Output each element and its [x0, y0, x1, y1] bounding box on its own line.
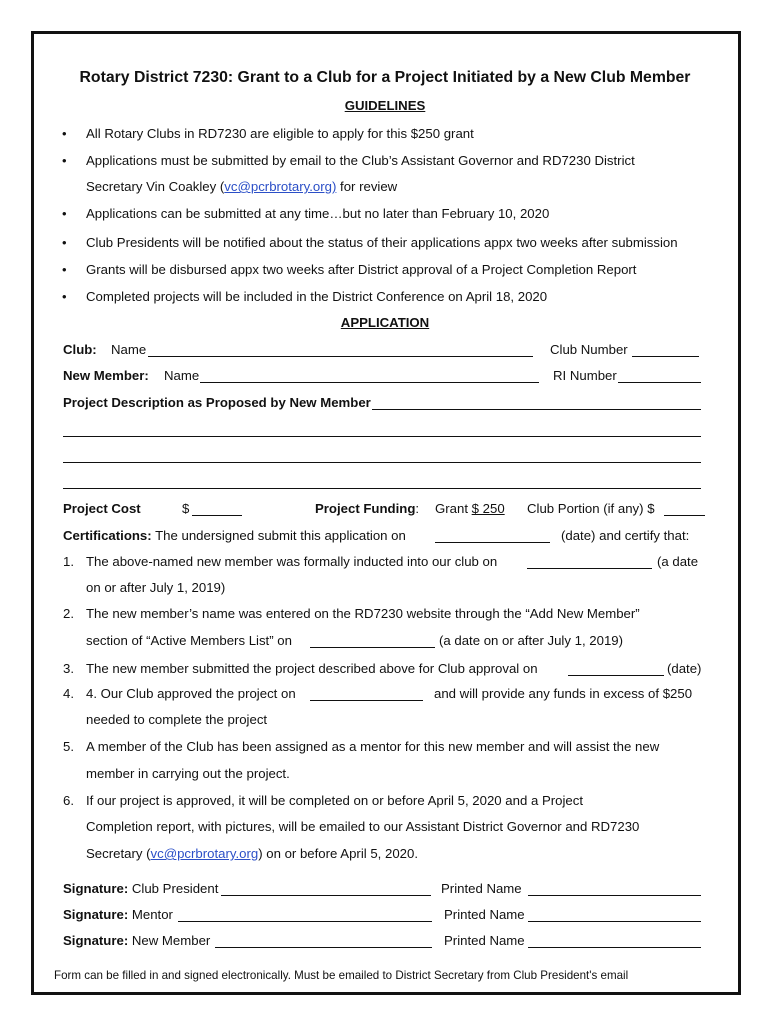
cert-website-end: (a date on or after July 1, 2019)	[439, 633, 624, 648]
cert-number: 6.	[63, 793, 74, 808]
guideline-eligibility: All Rotary Clubs in RD7230 are eligible to apply for this $250 grant	[86, 126, 474, 141]
certifications-text: The undersigned submit this application on	[155, 528, 406, 543]
cert-website: The new member’s name was entered on the RD7230 website through the “Add New Member”	[86, 606, 640, 621]
cert-number: 2.	[63, 606, 74, 621]
mentor-printed-name-field[interactable]	[528, 921, 701, 922]
signature-president-label	[63, 881, 218, 897]
cert-inducted-end: (a date	[657, 554, 699, 569]
club-name-field[interactable]	[148, 356, 533, 357]
project-description-line[interactable]	[63, 436, 701, 437]
project-description-field[interactable]	[372, 409, 701, 410]
application-date-field[interactable]	[435, 542, 550, 543]
new-member-printed-name-field[interactable]	[528, 947, 701, 948]
bullet-icon: •	[62, 235, 67, 250]
club-number-label: Club Number	[550, 342, 628, 357]
grant-value: $ 250	[471, 501, 505, 516]
printed-name-label: Printed Name	[444, 933, 525, 948]
new-member-label: New Member:	[63, 368, 149, 383]
bullet-icon: •	[62, 153, 67, 168]
cert-number: 5.	[63, 739, 74, 754]
funding-colon: :	[415, 501, 420, 516]
member-name-label: Name	[164, 368, 200, 383]
project-description-line[interactable]	[63, 462, 701, 463]
cert-inducted-line2: on or after July 1, 2019)	[86, 580, 226, 595]
ri-number-field[interactable]	[618, 382, 701, 383]
new-member-signature-field[interactable]	[215, 947, 432, 948]
printed-name-label: Printed Name	[441, 881, 522, 896]
guideline-submission: Applications must be submitted by email to the Club’s Assistant Governor and RD7230 District	[86, 153, 635, 168]
club-portion-label: Club Portion (if any) $	[527, 501, 655, 516]
cert-approved-end: and will provide any funds in excess of $250	[434, 686, 693, 701]
induction-date-field[interactable]	[527, 568, 652, 569]
signature-new-member-label	[63, 933, 210, 949]
ri-number-label: RI Number	[553, 368, 617, 383]
signature-role: Mentor	[131, 907, 173, 922]
club-portion-field[interactable]	[664, 515, 705, 516]
cert-number: 3.	[63, 661, 74, 676]
form-footer-note: Form can be filled in and signed electronically. Must be emailed to District Secretary from Club President's email	[54, 969, 629, 982]
cert-mentor-line2: member in carrying out the project.	[86, 766, 290, 781]
signature-label: Signature:	[63, 933, 129, 948]
guideline-deadline: Applications can be submitted at any time…but no later than February 10, 2020	[86, 206, 550, 221]
club-number-field[interactable]	[632, 356, 699, 357]
bullet-icon: •	[62, 126, 67, 141]
project-description-line[interactable]	[63, 488, 701, 489]
guideline-conference: Completed projects will be included in the District Conference on April 18, 2020	[86, 289, 548, 304]
form-title: Rotary District 7230: Grant to a Club for a Project Initiated by a New Club Member	[79, 69, 691, 86]
project-description-label: Project Description as Proposed by New Member	[63, 395, 371, 410]
approved-date-field[interactable]	[310, 700, 423, 701]
cert-website-line2: section of “Active Members List” on	[86, 633, 292, 648]
cert-mentor: A member of the Club has been assigned as a mentor for this new member and will assist the new	[86, 739, 660, 754]
cert-text: ) on or before April 5, 2020.	[258, 846, 419, 861]
cert-completion-line3	[86, 846, 418, 862]
project-cost-symbol: $	[182, 501, 190, 516]
guideline-text: for review	[336, 179, 398, 194]
application-heading: APPLICATION	[340, 315, 430, 330]
signature-role: New Member	[131, 933, 211, 948]
president-signature-field[interactable]	[221, 895, 431, 896]
project-cost-label: Project Cost	[63, 501, 141, 516]
cert-approved: 4. Our Club approved the project on	[86, 686, 296, 701]
certifications-label: Certifications:	[63, 528, 152, 543]
email-link[interactable]: vc@pcrbrotary.org	[150, 846, 259, 861]
certifications-intro-end: (date) and certify that:	[561, 528, 690, 543]
guideline-submission-line2	[86, 179, 397, 195]
president-printed-name-field[interactable]	[528, 895, 701, 896]
signature-role: Club President	[131, 881, 219, 896]
email-link[interactable]: vc@pcrbrotary.org)	[224, 179, 337, 194]
cert-completion-line2: Completion report, with pictures, will be emailed to our Assistant District Governor and RD7230	[86, 819, 640, 834]
club-name-label: Name	[111, 342, 147, 357]
club-label: Club:	[63, 342, 97, 357]
cert-number: 1.	[63, 554, 74, 569]
website-date-field[interactable]	[310, 647, 435, 648]
guideline-text: Secretary Vin Coakley (	[86, 179, 225, 194]
guideline-disbursement: Grants will be disbursed appx two weeks after District approval of a Project Completion Report	[86, 262, 637, 277]
signature-label: Signature:	[63, 907, 129, 922]
project-cost-field[interactable]	[192, 515, 242, 516]
signature-label: Signature:	[63, 881, 129, 896]
cert-approved-line2: needed to complete the project	[86, 712, 268, 727]
submitted-date-field[interactable]	[568, 675, 664, 676]
cert-text: Secretary (	[86, 846, 151, 861]
cert-submitted-end: (date)	[667, 661, 702, 676]
cert-inducted: The above-named new member was formally inducted into our club on	[86, 554, 498, 569]
bullet-icon: •	[62, 262, 67, 277]
mentor-signature-field[interactable]	[178, 921, 432, 922]
cert-submitted: The new member submitted the project described above for Club approval on	[86, 661, 538, 676]
project-funding-label	[315, 501, 419, 517]
cert-completion: If our project is approved, it will be completed on or before April 5, 2020 and a Project	[86, 793, 584, 808]
cert-number: 4.	[63, 686, 74, 701]
guidelines-heading: GUIDELINES	[344, 98, 426, 113]
printed-name-label: Printed Name	[444, 907, 525, 922]
grant-amount	[435, 501, 505, 517]
funding-label-text: Project Funding	[315, 501, 416, 516]
bullet-icon: •	[62, 206, 67, 221]
member-name-field[interactable]	[200, 382, 539, 383]
bullet-icon: •	[62, 289, 67, 304]
signature-mentor-label	[63, 907, 173, 923]
grant-label: Grant	[435, 501, 472, 516]
guideline-notification: Club Presidents will be notified about the status of their applications appx two weeks after submission	[86, 235, 678, 250]
certifications-intro	[63, 528, 406, 544]
